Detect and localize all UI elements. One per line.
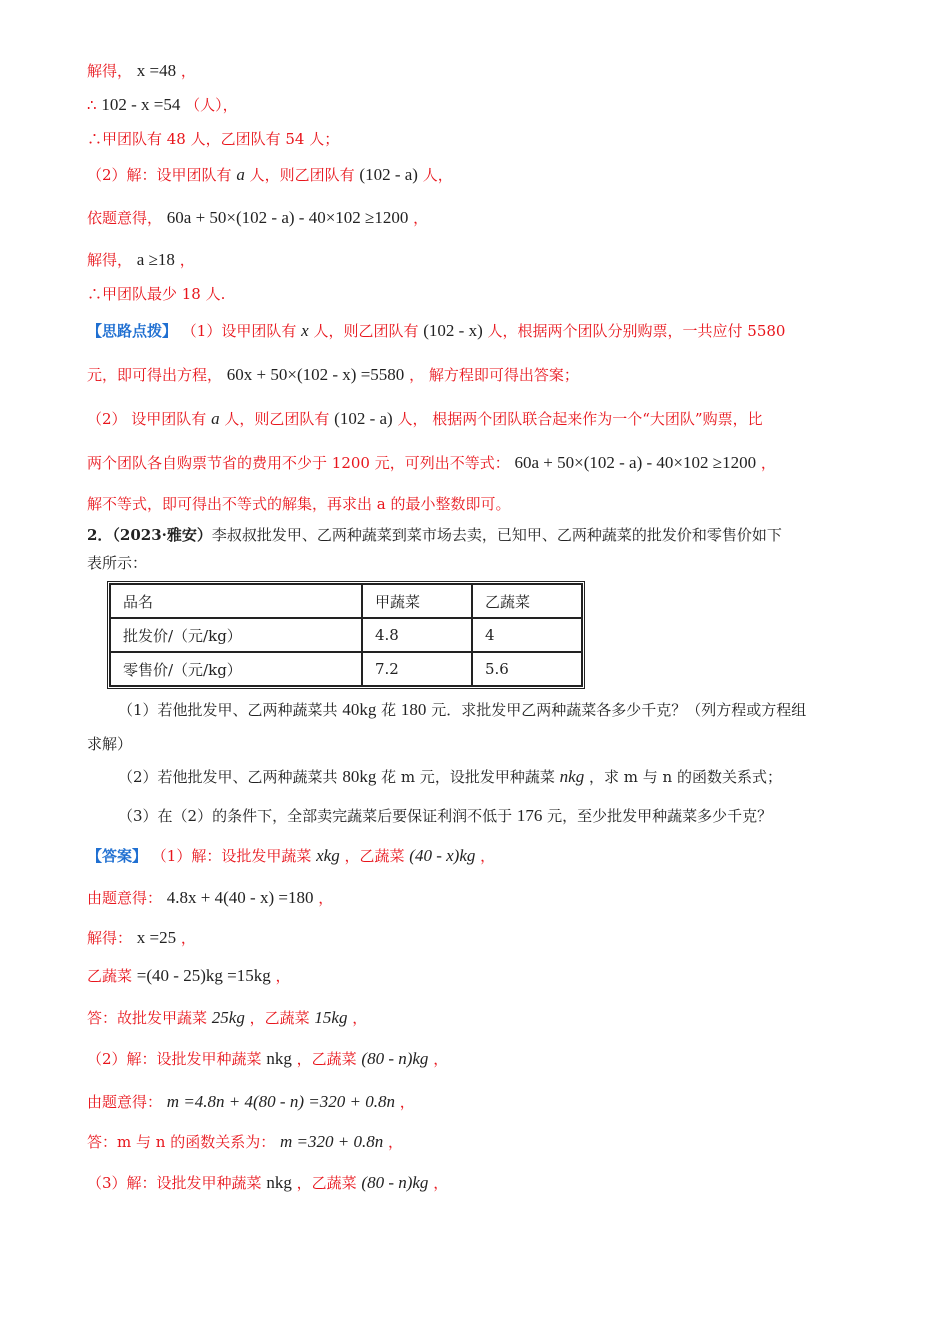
text: ， bbox=[179, 251, 195, 269]
hint-line-4 bbox=[87, 452, 776, 474]
answer-line-2 bbox=[87, 887, 333, 909]
text: ， bbox=[318, 889, 334, 907]
text: 答：故批发甲蔬菜 bbox=[87, 1009, 208, 1027]
math: a ≥18 bbox=[136, 250, 175, 269]
table-cell: 7.2 bbox=[362, 652, 472, 686]
math: 60a + 50×(102 - a) - 40×102 ≥1200 bbox=[166, 208, 409, 227]
table-cell: 甲蔬菜 bbox=[362, 584, 472, 618]
text: 元，即可得出方程， bbox=[87, 366, 223, 384]
text: ， bbox=[352, 1009, 368, 1027]
sub-question-1-line-2: 求解） bbox=[87, 735, 133, 753]
answer-line-3 bbox=[87, 927, 196, 949]
text: 花 m 元，设批发甲种蔬菜 bbox=[381, 768, 555, 786]
text: 答：m 与 n 的函数关系为： bbox=[87, 1133, 276, 1151]
question-number: 2．（2023·雅安） bbox=[87, 526, 212, 544]
text: 李叔叔批发甲、乙两种蔬菜到菜市场去卖，已知甲、乙两种蔬菜的批发价和零售价如下 bbox=[211, 526, 782, 544]
solve-line-1 bbox=[87, 60, 196, 82]
answer-line-9 bbox=[87, 1172, 448, 1194]
answer-tag: 【答案】 bbox=[87, 847, 148, 865]
inequality-line bbox=[87, 207, 428, 229]
text: 两个团队各自购票节省的费用不少于 1200 元，可列出不等式： bbox=[87, 454, 510, 472]
text: 解得， bbox=[87, 62, 133, 80]
answer-line-7 bbox=[87, 1091, 415, 1113]
text: ， bbox=[180, 62, 196, 80]
text: ， bbox=[275, 967, 291, 985]
answer-line-1 bbox=[87, 845, 495, 867]
answer-line-5 bbox=[87, 1007, 367, 1029]
math: nkg bbox=[559, 767, 585, 786]
math: (102 - a) bbox=[359, 165, 418, 184]
text: 乙蔬菜 bbox=[87, 967, 133, 985]
answer-line-6 bbox=[87, 1048, 448, 1070]
math: =(40 - 25)kg =15kg bbox=[136, 966, 271, 985]
text: （1）解：设批发甲蔬菜 bbox=[151, 847, 312, 865]
therefore-symbol: ∴ bbox=[87, 96, 97, 114]
math: 40kg bbox=[342, 700, 377, 719]
text: ， 解方程即可得出答案； bbox=[409, 366, 579, 384]
math: a bbox=[236, 165, 245, 184]
text: 花 bbox=[381, 701, 397, 719]
text: ， bbox=[433, 1050, 449, 1068]
text: ，乙蔬菜 bbox=[296, 1174, 357, 1192]
math: (80 - n)kg bbox=[361, 1049, 429, 1068]
text: （1）若他批发甲、乙两种蔬菜共 bbox=[118, 701, 338, 719]
part2-setup-line bbox=[87, 164, 453, 186]
math: x bbox=[301, 321, 309, 340]
math: 60a + 50×(102 - a) - 40×102 ≥1200 bbox=[514, 453, 757, 472]
math: nkg bbox=[266, 1173, 292, 1192]
math: m =320 + 0.8n bbox=[279, 1132, 384, 1151]
text: （3）在（2）的条件下，全部卖完蔬菜后要保证利润不低于 bbox=[118, 807, 513, 825]
table-row bbox=[110, 618, 582, 652]
table-cell: 5.6 bbox=[472, 652, 582, 686]
question-2-line-2: 表所示： bbox=[87, 554, 148, 572]
text: （2）若他批发甲、乙两种蔬菜共 bbox=[118, 768, 338, 786]
math: xkg bbox=[316, 846, 340, 865]
text: ，乙蔬菜 bbox=[296, 1050, 357, 1068]
table-cell: 乙蔬菜 bbox=[472, 584, 582, 618]
table-header-row bbox=[110, 584, 582, 618]
math: (102 - a) bbox=[334, 409, 393, 428]
text: 由题意得： bbox=[87, 889, 163, 907]
text: 人， 根据两个团队联合起来作为一个“大团队”购票，比 bbox=[397, 410, 763, 428]
table-cell: 批发价/（元/kg） bbox=[110, 618, 362, 652]
text: 人， bbox=[422, 166, 453, 184]
math: 15kg bbox=[314, 1008, 348, 1027]
text: ， bbox=[388, 1133, 404, 1151]
text: 依题意得， bbox=[87, 209, 163, 227]
math: a bbox=[211, 409, 220, 428]
text: 解得， bbox=[87, 251, 133, 269]
hint-line-2 bbox=[87, 364, 579, 386]
text: 人，则乙团队有 bbox=[313, 322, 419, 340]
math: x =25 bbox=[136, 928, 177, 947]
result-line-1: ∴甲团队有 48 人，乙团队有 54 人； bbox=[87, 130, 340, 148]
question-2-line-1 bbox=[87, 524, 782, 546]
table-cell: 4.8 bbox=[362, 618, 472, 652]
result-line-2: ∴甲团队最少 18 人. bbox=[87, 285, 226, 303]
math: 25kg bbox=[211, 1008, 245, 1027]
math: (80 - n)kg bbox=[361, 1173, 429, 1192]
text: （2）解：设批发甲种蔬菜 bbox=[87, 1050, 262, 1068]
math: nkg bbox=[266, 1049, 292, 1068]
answer-line-8 bbox=[87, 1131, 403, 1153]
math: 102 - x =54 bbox=[101, 95, 181, 114]
hint-line-3 bbox=[87, 408, 763, 430]
text: ， bbox=[480, 847, 496, 865]
math: (40 - x)kg bbox=[409, 846, 476, 865]
math: (102 - x) bbox=[423, 321, 483, 340]
text: 由题意得： bbox=[87, 1093, 163, 1111]
text: ，乙蔬菜 bbox=[344, 847, 405, 865]
text: 人，则乙团队有 bbox=[249, 166, 355, 184]
table-cell: 4 bbox=[472, 618, 582, 652]
price-table bbox=[107, 581, 585, 689]
text: ， bbox=[180, 929, 196, 947]
math: m =4.8n + 4(80 - n) =320 + 0.8n bbox=[166, 1092, 395, 1111]
hint-tag: 【思路点拨】 bbox=[87, 322, 178, 340]
text: ， bbox=[433, 1174, 449, 1192]
text: 元，至少批发甲种蔬菜多少千克？ bbox=[547, 807, 773, 825]
text: （3）解：设批发甲种蔬菜 bbox=[87, 1174, 262, 1192]
text: 人，则乙团队有 bbox=[224, 410, 330, 428]
text: （2）解：设甲团队有 bbox=[87, 166, 232, 184]
table-cell: 品名 bbox=[110, 584, 362, 618]
text: 人，根据两个团队分别购票，一共应付 5580 bbox=[487, 322, 786, 340]
math: 176 bbox=[516, 806, 543, 825]
hint-line-1 bbox=[87, 320, 785, 342]
math: 60x + 50×(102 - x) =5580 bbox=[226, 365, 405, 384]
text: 解得： bbox=[87, 929, 133, 947]
text: （2） 设甲团队有 bbox=[87, 410, 207, 428]
solve-line-2 bbox=[87, 249, 195, 271]
math: 4.8x + 4(40 - x) =180 bbox=[166, 888, 314, 907]
sub-question-3 bbox=[118, 805, 772, 827]
text: （1）设甲团队有 bbox=[181, 322, 297, 340]
answer-line-4 bbox=[87, 965, 291, 987]
text: 元．求批发甲乙两种蔬菜各多少千克？（列方程或方程组 bbox=[431, 701, 807, 719]
text: ，求 m 与 n 的函数关系式； bbox=[588, 768, 782, 786]
text: ， bbox=[760, 454, 776, 472]
sub-question-1-line-1 bbox=[118, 699, 806, 721]
text: ，乙蔬菜 bbox=[249, 1009, 310, 1027]
math: 180 bbox=[400, 700, 427, 719]
sub-question-2 bbox=[118, 766, 782, 788]
math: 80kg bbox=[342, 767, 377, 786]
text: ， bbox=[399, 1093, 415, 1111]
therefore-line bbox=[87, 94, 238, 116]
table-cell: 零售价/（元/kg） bbox=[110, 652, 362, 686]
table-row bbox=[110, 652, 582, 686]
text: ， bbox=[413, 209, 429, 227]
math: x =48 bbox=[136, 61, 177, 80]
hint-line-5: 解不等式，即可得出不等式的解集，再求出 a 的最小整数即可。 bbox=[87, 495, 511, 513]
text: （人）， bbox=[185, 96, 238, 114]
